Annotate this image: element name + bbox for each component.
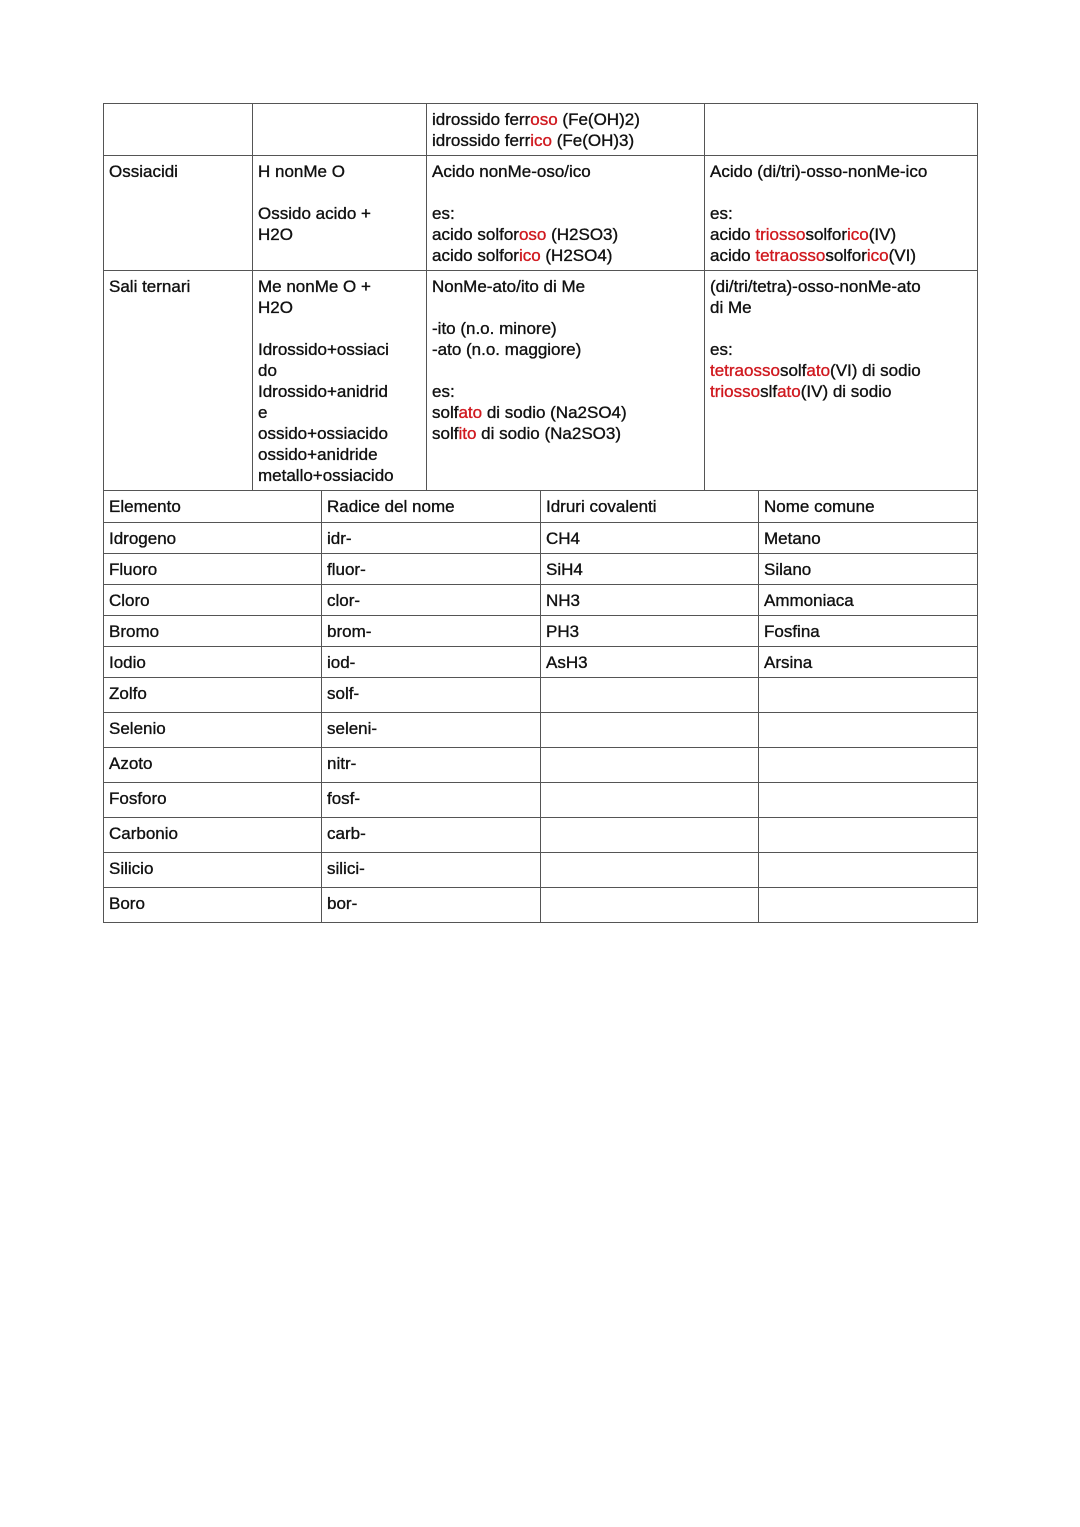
table-cell <box>104 271 253 491</box>
covalent-hydride-cell: PH3 <box>541 616 759 647</box>
text-segment: solfor <box>805 225 848 244</box>
text-segment: (IV) <box>868 225 897 244</box>
cell-line <box>710 339 972 360</box>
cell-line <box>710 203 972 224</box>
table-cell <box>253 104 427 156</box>
cell-line <box>109 276 247 297</box>
cell-line <box>710 161 972 182</box>
text-segment: acido <box>710 246 756 265</box>
table-header-row <box>104 491 978 523</box>
cell-line <box>710 224 972 245</box>
highlighted-suffix: ico <box>866 246 889 265</box>
text-segment: (IV) di sodio <box>800 382 892 401</box>
text-segment: Ossido acido + <box>258 204 371 223</box>
table-cell <box>427 271 705 491</box>
common-name-cell: Arsina <box>759 647 978 678</box>
covalent-hydride-cell: AsH3 <box>541 647 759 678</box>
table-row <box>104 616 978 647</box>
text-segment: metallo+ossiacido <box>258 466 394 485</box>
common-name-cell <box>759 783 978 818</box>
text-segment: es: <box>710 204 733 223</box>
text-segment: (VI) di sodio <box>830 361 921 380</box>
name-root-cell: fosf- <box>322 783 541 818</box>
cell-line <box>710 245 972 266</box>
row-ossiacidi <box>104 156 978 271</box>
cell-line <box>432 130 699 151</box>
table-cell <box>104 156 253 271</box>
cell-line <box>258 224 421 245</box>
cell-line <box>710 276 972 297</box>
name-root-cell: idr- <box>322 523 541 554</box>
highlighted-suffix: ico <box>518 246 541 265</box>
cell-line <box>432 182 699 203</box>
table-row <box>104 818 978 853</box>
cell-line <box>432 224 699 245</box>
covalent-hydride-cell: NH3 <box>541 585 759 616</box>
table-cell <box>253 156 427 271</box>
cell-line <box>258 381 421 402</box>
table-row <box>104 888 978 923</box>
cell-line <box>432 339 699 360</box>
cell-line <box>432 360 699 381</box>
cell-line <box>710 381 972 402</box>
text-segment: di sodio (Na2SO4) <box>482 403 627 422</box>
cell-line <box>258 444 421 465</box>
common-name-cell <box>759 748 978 783</box>
text-segment: -ito (n.o. minore) <box>432 319 557 338</box>
highlighted-suffix: triosso <box>710 382 761 401</box>
element-name-cell: Fosforo <box>104 783 322 818</box>
header-cell: Nome comune <box>759 491 978 523</box>
table-row <box>104 748 978 783</box>
table-row <box>104 678 978 713</box>
table-row <box>104 647 978 678</box>
highlighted-suffix: ico <box>847 225 869 244</box>
text-segment: acido solfor <box>432 246 519 265</box>
cell-line <box>258 402 421 423</box>
cell-line <box>432 276 699 297</box>
name-root-cell: clor- <box>322 585 541 616</box>
text-segment: (Fe(OH)3) <box>552 131 635 150</box>
table-cell <box>104 104 253 156</box>
element-name-cell: Iodio <box>104 647 322 678</box>
covalent-hydride-cell <box>541 818 759 853</box>
highlighted-suffix: ato <box>777 382 801 401</box>
highlighted-suffix: oso <box>518 225 547 244</box>
cell-line <box>258 318 421 339</box>
table-row <box>104 523 978 554</box>
table-cell <box>427 104 705 156</box>
name-root-cell: iod- <box>322 647 541 678</box>
cell-line <box>432 297 699 318</box>
cell-line <box>258 339 421 360</box>
text-segment: Ossiacidi <box>109 162 178 181</box>
cell-line <box>710 182 972 203</box>
text-segment: es: <box>710 340 733 359</box>
cell-line <box>432 161 699 182</box>
table-row <box>104 713 978 748</box>
highlighted-suffix: ato <box>458 403 483 422</box>
name-root-cell: silici- <box>322 853 541 888</box>
common-name-cell: Ammoniaca <box>759 585 978 616</box>
row-idrossidi-cont <box>104 104 978 156</box>
common-name-cell: Metano <box>759 523 978 554</box>
cell-line <box>432 381 699 402</box>
text-segment: H2O <box>258 298 293 317</box>
highlighted-suffix: tetraosso <box>710 361 780 380</box>
table-cell <box>253 271 427 491</box>
text-segment: (VI) <box>888 246 917 265</box>
name-root-cell: carb- <box>322 818 541 853</box>
common-name-cell: Fosfina <box>759 616 978 647</box>
text-segment: acido solfor <box>432 225 519 244</box>
text-segment: e <box>258 403 268 422</box>
element-name-cell: Bromo <box>104 616 322 647</box>
highlighted-suffix: tetraosso <box>755 246 826 265</box>
table-row <box>104 585 978 616</box>
text-segment: solfor <box>825 246 867 265</box>
table-row <box>104 783 978 818</box>
nomenclature-table <box>103 103 978 491</box>
text-segment: (H2SO4) <box>540 246 613 265</box>
name-root-cell: nitr- <box>322 748 541 783</box>
covalent-hydride-cell <box>541 888 759 923</box>
text-segment: (Fe(OH)2) <box>557 110 640 129</box>
text-segment: NonMe-ato/ito di Me <box>432 277 586 296</box>
name-root-cell: seleni- <box>322 713 541 748</box>
text-segment: solf <box>432 424 459 443</box>
elements-table <box>103 490 978 923</box>
element-name-cell: Cloro <box>104 585 322 616</box>
text-segment: -ato (n.o. maggiore) <box>432 340 582 359</box>
header-cell: Idruri covalenti <box>541 491 759 523</box>
cell-line <box>258 276 421 297</box>
table-cell <box>705 104 978 156</box>
cell-line <box>258 203 421 224</box>
text-segment: acido <box>710 225 756 244</box>
common-name-cell <box>759 853 978 888</box>
cell-line <box>710 318 972 339</box>
element-name-cell: Silicio <box>104 853 322 888</box>
element-name-cell: Carbonio <box>104 818 322 853</box>
text-segment: (H2SO3) <box>546 225 619 244</box>
cell-line <box>432 203 699 224</box>
text-segment: idrossido ferr <box>432 110 531 129</box>
name-root-cell: fluor- <box>322 554 541 585</box>
cell-line <box>432 402 699 423</box>
element-name-cell: Idrogeno <box>104 523 322 554</box>
highlighted-suffix: ico <box>530 131 552 150</box>
element-name-cell: Selenio <box>104 713 322 748</box>
cell-line <box>258 161 421 182</box>
covalent-hydride-cell <box>541 713 759 748</box>
cell-line <box>710 360 972 381</box>
table-cell <box>427 156 705 271</box>
text-segment: solf <box>432 403 459 422</box>
covalent-hydride-cell: SiH4 <box>541 554 759 585</box>
text-segment: Sali ternari <box>109 277 191 296</box>
cell-line <box>432 245 699 266</box>
name-root-cell: solf- <box>322 678 541 713</box>
cell-line <box>258 423 421 444</box>
covalent-hydride-cell <box>541 853 759 888</box>
text-segment: idrossido ferr <box>432 131 531 150</box>
cell-line <box>258 182 421 203</box>
text-segment: (di/tri/tetra)-osso-nonMe-ato <box>710 277 921 296</box>
highlighted-suffix: oso <box>530 110 558 129</box>
highlighted-suffix: ato <box>806 361 831 380</box>
text-segment: do <box>258 361 277 380</box>
cell-line <box>432 109 699 130</box>
common-name-cell <box>759 888 978 923</box>
text-segment: ossido+anidride <box>258 445 378 464</box>
cell-line <box>258 360 421 381</box>
cell-line <box>432 423 699 444</box>
text-segment: H2O <box>258 225 293 244</box>
common-name-cell <box>759 678 978 713</box>
element-name-cell: Azoto <box>104 748 322 783</box>
cell-line <box>258 465 421 486</box>
text-segment: Idrossido+ossiaci <box>258 340 389 359</box>
highlighted-suffix: ito <box>458 424 477 443</box>
header-cell: Elemento <box>104 491 322 523</box>
cell-line <box>710 297 972 318</box>
text-segment: Acido nonMe-oso/ico <box>432 162 591 181</box>
covalent-hydride-cell <box>541 748 759 783</box>
table-row <box>104 853 978 888</box>
text-segment: ossido+ossiacido <box>258 424 388 443</box>
cell-line <box>109 161 247 182</box>
text-segment: es: <box>432 204 455 223</box>
text-segment: Idrossido+anidrid <box>258 382 388 401</box>
text-segment: Me nonMe O + <box>258 277 371 296</box>
cell-line <box>258 297 421 318</box>
text-segment: solf <box>779 361 807 380</box>
text-segment: H nonMe O <box>258 162 345 181</box>
common-name-cell <box>759 818 978 853</box>
text-segment: Acido (di/tri)-osso-nonMe-ico <box>710 162 928 181</box>
covalent-hydride-cell <box>541 783 759 818</box>
table-row <box>104 554 978 585</box>
covalent-hydride-cell: CH4 <box>541 523 759 554</box>
highlighted-suffix: triosso <box>755 225 806 244</box>
text-segment: es: <box>432 382 455 401</box>
name-root-cell: brom- <box>322 616 541 647</box>
element-name-cell: Zolfo <box>104 678 322 713</box>
text-segment: slf <box>760 382 778 401</box>
common-name-cell <box>759 713 978 748</box>
element-name-cell: Fluoro <box>104 554 322 585</box>
row-sali-ternari <box>104 271 978 491</box>
header-cell: Radice del nome <box>322 491 541 523</box>
element-name-cell: Boro <box>104 888 322 923</box>
covalent-hydride-cell <box>541 678 759 713</box>
name-root-cell: bor- <box>322 888 541 923</box>
common-name-cell: Silano <box>759 554 978 585</box>
text-segment: di Me <box>710 298 752 317</box>
table-cell <box>705 271 978 491</box>
cell-line <box>432 318 699 339</box>
text-segment: di sodio (Na2SO3) <box>476 424 622 443</box>
table-cell <box>705 156 978 271</box>
